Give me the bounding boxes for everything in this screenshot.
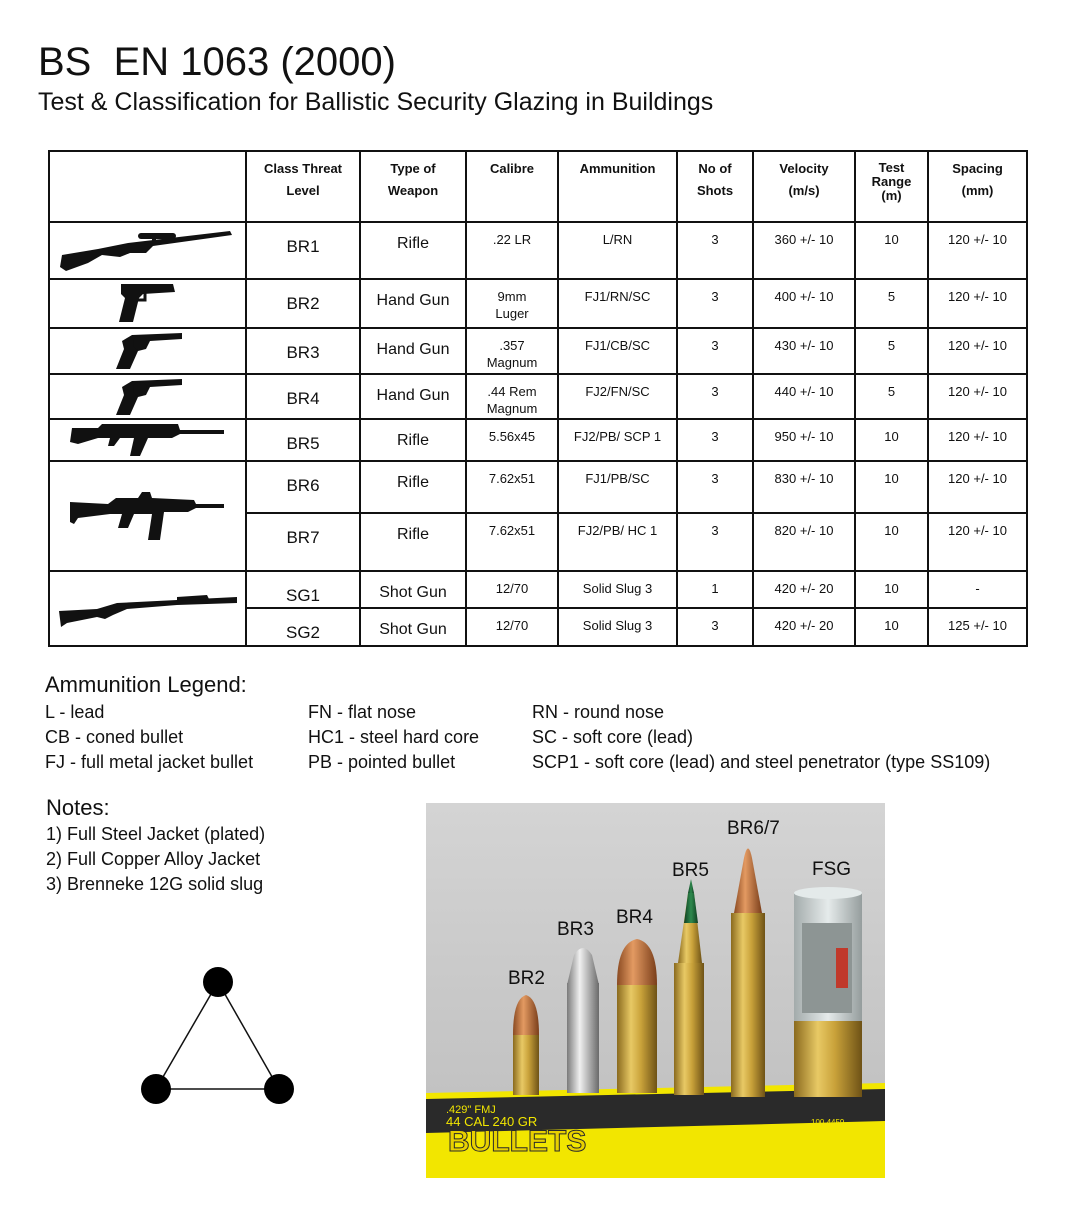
- calibre-cell: 5.56x45: [466, 419, 558, 461]
- shots-cell: 3: [677, 328, 753, 374]
- velocity-cell: 360 +/- 10: [753, 222, 855, 279]
- class-threat-level-cell: BR2: [246, 279, 360, 328]
- ammunition-cell: FJ1/RN/SC: [558, 279, 677, 328]
- legend-item: SCP1 - soft core (lead) and steel penetrator (type SS109): [532, 752, 991, 772]
- rifle-scoped-icon: [58, 223, 238, 273]
- box-fmj-text: .429" FMJ: [446, 1104, 496, 1116]
- classification-table: [48, 150, 1028, 647]
- velocity-cell: 420 +/- 20: [753, 571, 855, 608]
- header-velocity: Velocity (m/s): [753, 151, 855, 222]
- weapon-type-cell: Rifle: [360, 513, 466, 571]
- spacing-cell: 120 +/- 10: [928, 461, 1027, 513]
- test-range-cell: 5: [855, 328, 928, 374]
- legend-item: FJ - full metal jacket bullet: [45, 752, 254, 772]
- ammunition-cell: L/RN: [558, 222, 677, 279]
- legend-item: SC - soft core (lead): [532, 727, 694, 747]
- legend-column: [532, 700, 990, 775]
- ammunition-cell: FJ1/CB/SC: [558, 328, 677, 374]
- velocity-cell: 950 +/- 10: [753, 419, 855, 461]
- weapon-image-cell: [49, 374, 246, 419]
- ammunition-cell: Solid Slug 3: [558, 608, 677, 646]
- revolver-icon: [110, 329, 186, 371]
- ammunition-cell: Solid Slug 3: [558, 571, 677, 608]
- velocity-cell: 420 +/- 20: [753, 608, 855, 646]
- header-ammunition: Ammunition: [558, 151, 677, 222]
- shots-cell: 3: [677, 513, 753, 571]
- class-threat-level-cell: BR7: [246, 513, 360, 571]
- shots-cell: 3: [677, 374, 753, 419]
- photo-label-br5: BR5: [672, 860, 709, 881]
- notes-list: [46, 822, 265, 897]
- table-row: [49, 461, 1027, 513]
- table-row: [49, 571, 1027, 608]
- spacing-cell: 125 +/- 10: [928, 608, 1027, 646]
- weapon-type-cell: Rifle: [360, 222, 466, 279]
- table-row: [49, 328, 1027, 374]
- weapon-image-cell: [49, 419, 246, 461]
- test-range-cell: 10: [855, 461, 928, 513]
- icon-header: [49, 151, 246, 222]
- shots-cell: 3: [677, 461, 753, 513]
- calibre-cell: 9mm Luger: [466, 279, 558, 328]
- calibre-cell: 12/70: [466, 608, 558, 646]
- spacing-cell: 120 +/- 10: [928, 419, 1027, 461]
- table-header-row: [49, 151, 1027, 222]
- photo-label-br2: BR2: [508, 968, 545, 989]
- weapon-type-cell: Shot Gun: [360, 608, 466, 646]
- header-class-threat-level: Class Threat Level: [246, 151, 360, 222]
- weapon-type-cell: Hand Gun: [360, 374, 466, 419]
- spacing-cell: -: [928, 571, 1027, 608]
- legend-item: HC1 - steel hard core: [308, 727, 480, 747]
- notes-title: Notes:: [46, 795, 110, 820]
- note-item: 1) Full Steel Jacket (plated): [46, 824, 266, 844]
- photo-label-br3: BR3: [557, 919, 594, 940]
- class-threat-level-cell: BR6: [246, 461, 360, 513]
- spacing-cell: 120 +/- 10: [928, 222, 1027, 279]
- calibre-cell: 7.62x51: [466, 513, 558, 571]
- legend-column: [45, 700, 253, 775]
- shot-pattern-triangle-diagram: [138, 965, 298, 1110]
- class-threat-level-cell: BR4: [246, 374, 360, 419]
- legend-title: Ammunition Legend:: [45, 672, 247, 697]
- shot-point: [264, 1074, 294, 1104]
- weapon-type-cell: Rifle: [360, 461, 466, 513]
- velocity-cell: 430 +/- 10: [753, 328, 855, 374]
- class-threat-level-cell: SG1: [246, 571, 360, 608]
- velocity-cell: 830 +/- 10: [753, 461, 855, 513]
- calibre-cell: 12/70: [466, 571, 558, 608]
- calibre-cell: 7.62x51: [466, 461, 558, 513]
- class-threat-level-cell: SG2: [246, 608, 360, 646]
- shot-point: [203, 967, 233, 997]
- calibre-cell: .44 Rem Magnum: [466, 374, 558, 419]
- ammunition-cell: FJ2/FN/SC: [558, 374, 677, 419]
- velocity-cell: 440 +/- 10: [753, 374, 855, 419]
- shots-cell: 1: [677, 571, 753, 608]
- ammunition-cell: FJ1/PB/SC: [558, 461, 677, 513]
- bullets-photo: [426, 803, 885, 1178]
- weapon-image-cell: [49, 222, 246, 279]
- weapon-type-cell: Shot Gun: [360, 571, 466, 608]
- weapon-image-cell: [49, 279, 246, 328]
- test-range-cell: 10: [855, 608, 928, 646]
- spacing-cell: 120 +/- 10: [928, 279, 1027, 328]
- weapon-type-cell: Rifle: [360, 419, 466, 461]
- header-calibre: Calibre: [466, 151, 558, 222]
- photo-label-br4: BR4: [616, 907, 653, 928]
- spacing-cell: 120 +/- 10: [928, 374, 1027, 419]
- photo-label-br6-7: BR6/7: [727, 818, 780, 839]
- shot-point: [141, 1074, 171, 1104]
- weapon-image-cell: [49, 461, 246, 571]
- header-test-range: Test Range (m): [855, 151, 928, 222]
- legend-item: FN - flat nose: [308, 702, 417, 722]
- ammunition-cell: FJ2/PB/ HC 1: [558, 513, 677, 571]
- table-row: [49, 279, 1027, 328]
- legend-item: L - lead: [45, 702, 105, 722]
- table-row: [49, 374, 1027, 419]
- class-threat-level-cell: BR5: [246, 419, 360, 461]
- revolver-icon: [110, 375, 186, 417]
- class-threat-level-cell: BR1: [246, 222, 360, 279]
- battle-rifle-icon: [68, 486, 228, 546]
- legend-item: PB - pointed bullet: [308, 752, 456, 772]
- legend-item: RN - round nose: [532, 702, 665, 722]
- test-range-cell: 10: [855, 419, 928, 461]
- legend-item: CB - coned bullet: [45, 727, 184, 747]
- shots-cell: 3: [677, 608, 753, 646]
- shotgun-icon: [57, 589, 239, 629]
- weapon-image-cell: [49, 571, 246, 646]
- table-row: [49, 222, 1027, 279]
- box-code-text: 100 4459: [811, 1118, 845, 1127]
- test-range-cell: 10: [855, 222, 928, 279]
- pistol-icon: [113, 280, 183, 324]
- spacing-cell: 120 +/- 10: [928, 513, 1027, 571]
- test-range-cell: 5: [855, 374, 928, 419]
- velocity-cell: 400 +/- 10: [753, 279, 855, 328]
- header-type-of-weapon: Type of Weapon: [360, 151, 466, 222]
- test-range-cell: 5: [855, 279, 928, 328]
- weapon-image-cell: [49, 328, 246, 374]
- weapon-type-cell: Hand Gun: [360, 328, 466, 374]
- calibre-cell: .22 LR: [466, 222, 558, 279]
- table-row: [49, 419, 1027, 461]
- weapon-type-cell: Hand Gun: [360, 279, 466, 328]
- box-caliber-text: 44 CAL 240 GR: [446, 1114, 538, 1129]
- header-spacing: Spacing (mm): [928, 151, 1027, 222]
- class-threat-level-cell: BR3: [246, 328, 360, 374]
- calibre-cell: .357 Magnum: [466, 328, 558, 374]
- page-title: BS EN 1063 (2000): [38, 40, 396, 84]
- shots-cell: 3: [677, 419, 753, 461]
- shots-cell: 3: [677, 279, 753, 328]
- note-item: 3) Brenneke 12G solid slug: [46, 874, 264, 894]
- velocity-cell: 820 +/- 10: [753, 513, 855, 571]
- page-subtitle: Test & Classification for Ballistic Security Glazing in Buildings: [38, 88, 714, 116]
- ammunition-cell: FJ2/PB/ SCP 1: [558, 419, 677, 461]
- photo-label-fsg: FSG: [812, 859, 852, 880]
- assault-rifle-icon: [68, 420, 228, 458]
- spacing-cell: 120 +/- 10: [928, 328, 1027, 374]
- shots-cell: 3: [677, 222, 753, 279]
- header-no-of-shots: No of Shots: [677, 151, 753, 222]
- legend-column: [308, 700, 479, 775]
- test-range-cell: 10: [855, 513, 928, 571]
- test-range-cell: 10: [855, 571, 928, 608]
- box-bullets-text: BULLETS: [448, 1125, 587, 1158]
- note-item: 2) Full Copper Alloy Jacket: [46, 849, 261, 869]
